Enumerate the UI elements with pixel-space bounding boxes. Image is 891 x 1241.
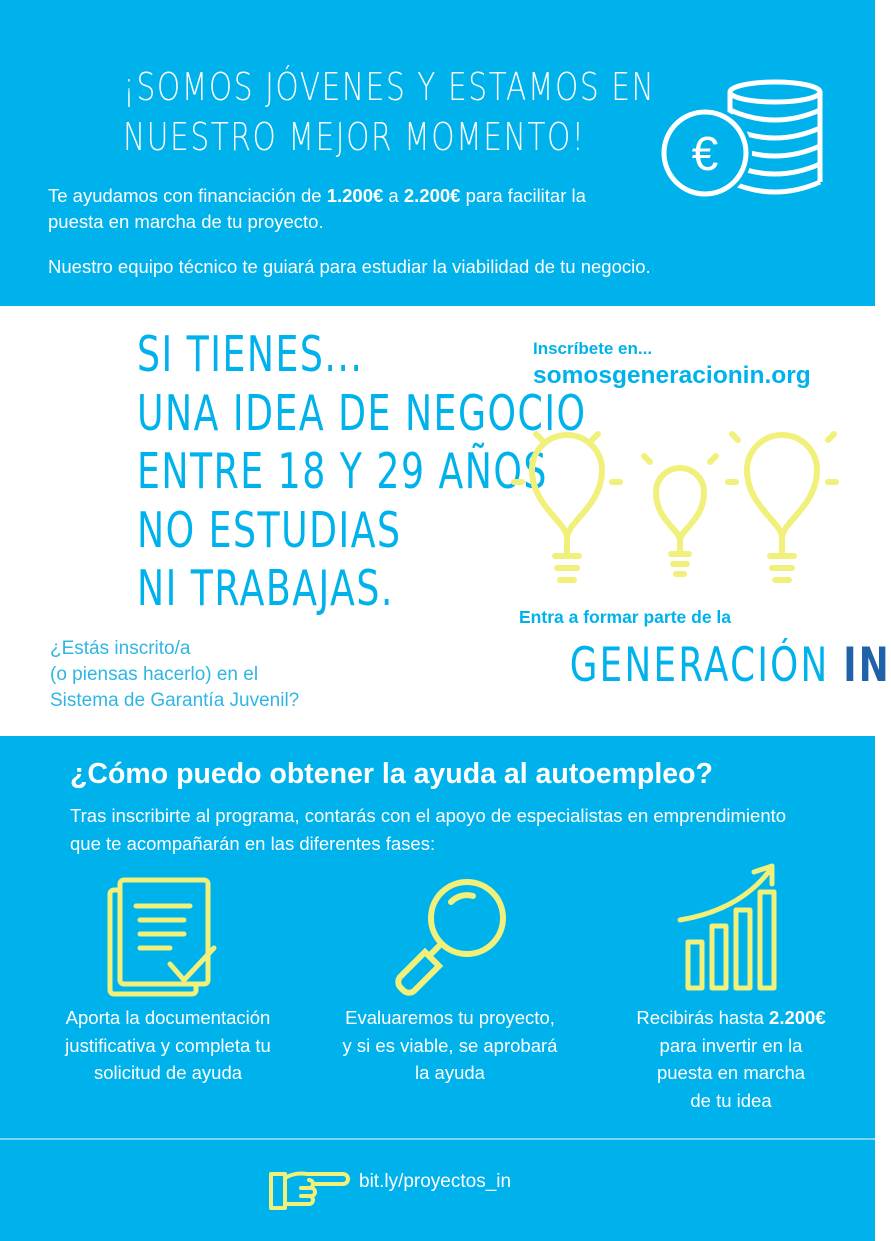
step-line: puesta en marcha [656, 1062, 806, 1083]
question-line: Sistema de Garantía Juvenil? [50, 690, 300, 711]
euro-coins-icon [660, 78, 825, 203]
guidance-paragraph: Nuestro equipo técnico te guiará para estudiar la viabilidad de tu negocio. [48, 256, 651, 277]
register-label: Inscríbete en... [533, 339, 653, 358]
headline [123, 62, 655, 162]
funding-prefix: Te ayudamos con financiación de [48, 185, 327, 206]
funding-max: 2.200€ [403, 185, 461, 206]
condition-line: SI TIENES... [136, 326, 364, 383]
step-line [600, 1004, 862, 1032]
condition-line: NO ESTUDIAS [136, 501, 402, 559]
condition-line: UNA IDEA DE NEGOCIO [136, 384, 587, 442]
step-3-text [600, 1004, 862, 1114]
light-bulbs-icon [510, 422, 850, 592]
step-1-text [30, 1004, 306, 1087]
how-title: ¿Cómo puedo obtener la ayuda al autoempleo? [70, 758, 713, 790]
step-prefix: Recibirás hasta [636, 1007, 770, 1028]
generation-accent: IN [843, 638, 891, 693]
garantia-juvenil-question [50, 636, 299, 714]
document-check-icon [100, 876, 230, 996]
intro-banner [0, 0, 875, 306]
step-line: justificativa y completa tu [65, 1034, 271, 1056]
step-line: solicitud de ayuda [93, 1062, 243, 1083]
question-line: (o piensas hacerlo) en el [50, 664, 259, 685]
step-line: la ayuda [415, 1062, 485, 1083]
euro-symbol: € [691, 128, 719, 181]
divider [0, 1138, 875, 1140]
question-line: ¿Estás inscrito/a [50, 638, 191, 659]
step-2-text [315, 1004, 585, 1087]
step-line: y si es viable, se aprobará [342, 1034, 558, 1056]
eligibility-section [0, 306, 891, 736]
how-section [0, 736, 875, 1241]
register-url-link[interactable]: somosgeneracionin.org [533, 362, 811, 389]
proyectos-link[interactable]: bit.ly/proyectos_in [359, 1171, 512, 1192]
generacion-in-logo [570, 638, 891, 693]
condition-line: ENTRE 18 Y 29 AÑOS [136, 443, 548, 500]
step-amount: 2.200€ [769, 1007, 826, 1028]
funding-suffix: para facilitar la puesta en marcha de tu proyecto. [48, 185, 586, 232]
pointing-hand-icon [267, 1168, 351, 1214]
join-label: Entra a formar parte de la [519, 607, 732, 627]
how-description: Tras inscribirte al programa, contarás con el apoyo de especialistas en emprendimiento que te acompañarán en las diferentes fases: [70, 805, 787, 854]
growth-chart-icon [676, 862, 796, 996]
step-line: Aporta la documentación [65, 1007, 271, 1028]
funding-min: 1.200€ [326, 185, 384, 206]
funding-mid: a [383, 185, 404, 206]
funding-paragraph [48, 183, 608, 235]
step-line: de tu idea [690, 1089, 772, 1111]
headline-line-2: NUESTRO MEJOR MOMENTO! [123, 115, 586, 159]
condition-line: NI TRABAJAS. [136, 560, 394, 617]
generation-main: GENERACIÓN [569, 638, 844, 693]
headline-line-1: ¡SOMOS JÓVENES Y ESTAMOS EN [123, 65, 656, 109]
step-line: para invertir en la [659, 1034, 803, 1056]
step-line: Evaluaremos tu proyecto, [345, 1007, 555, 1028]
magnifier-icon [395, 876, 515, 996]
